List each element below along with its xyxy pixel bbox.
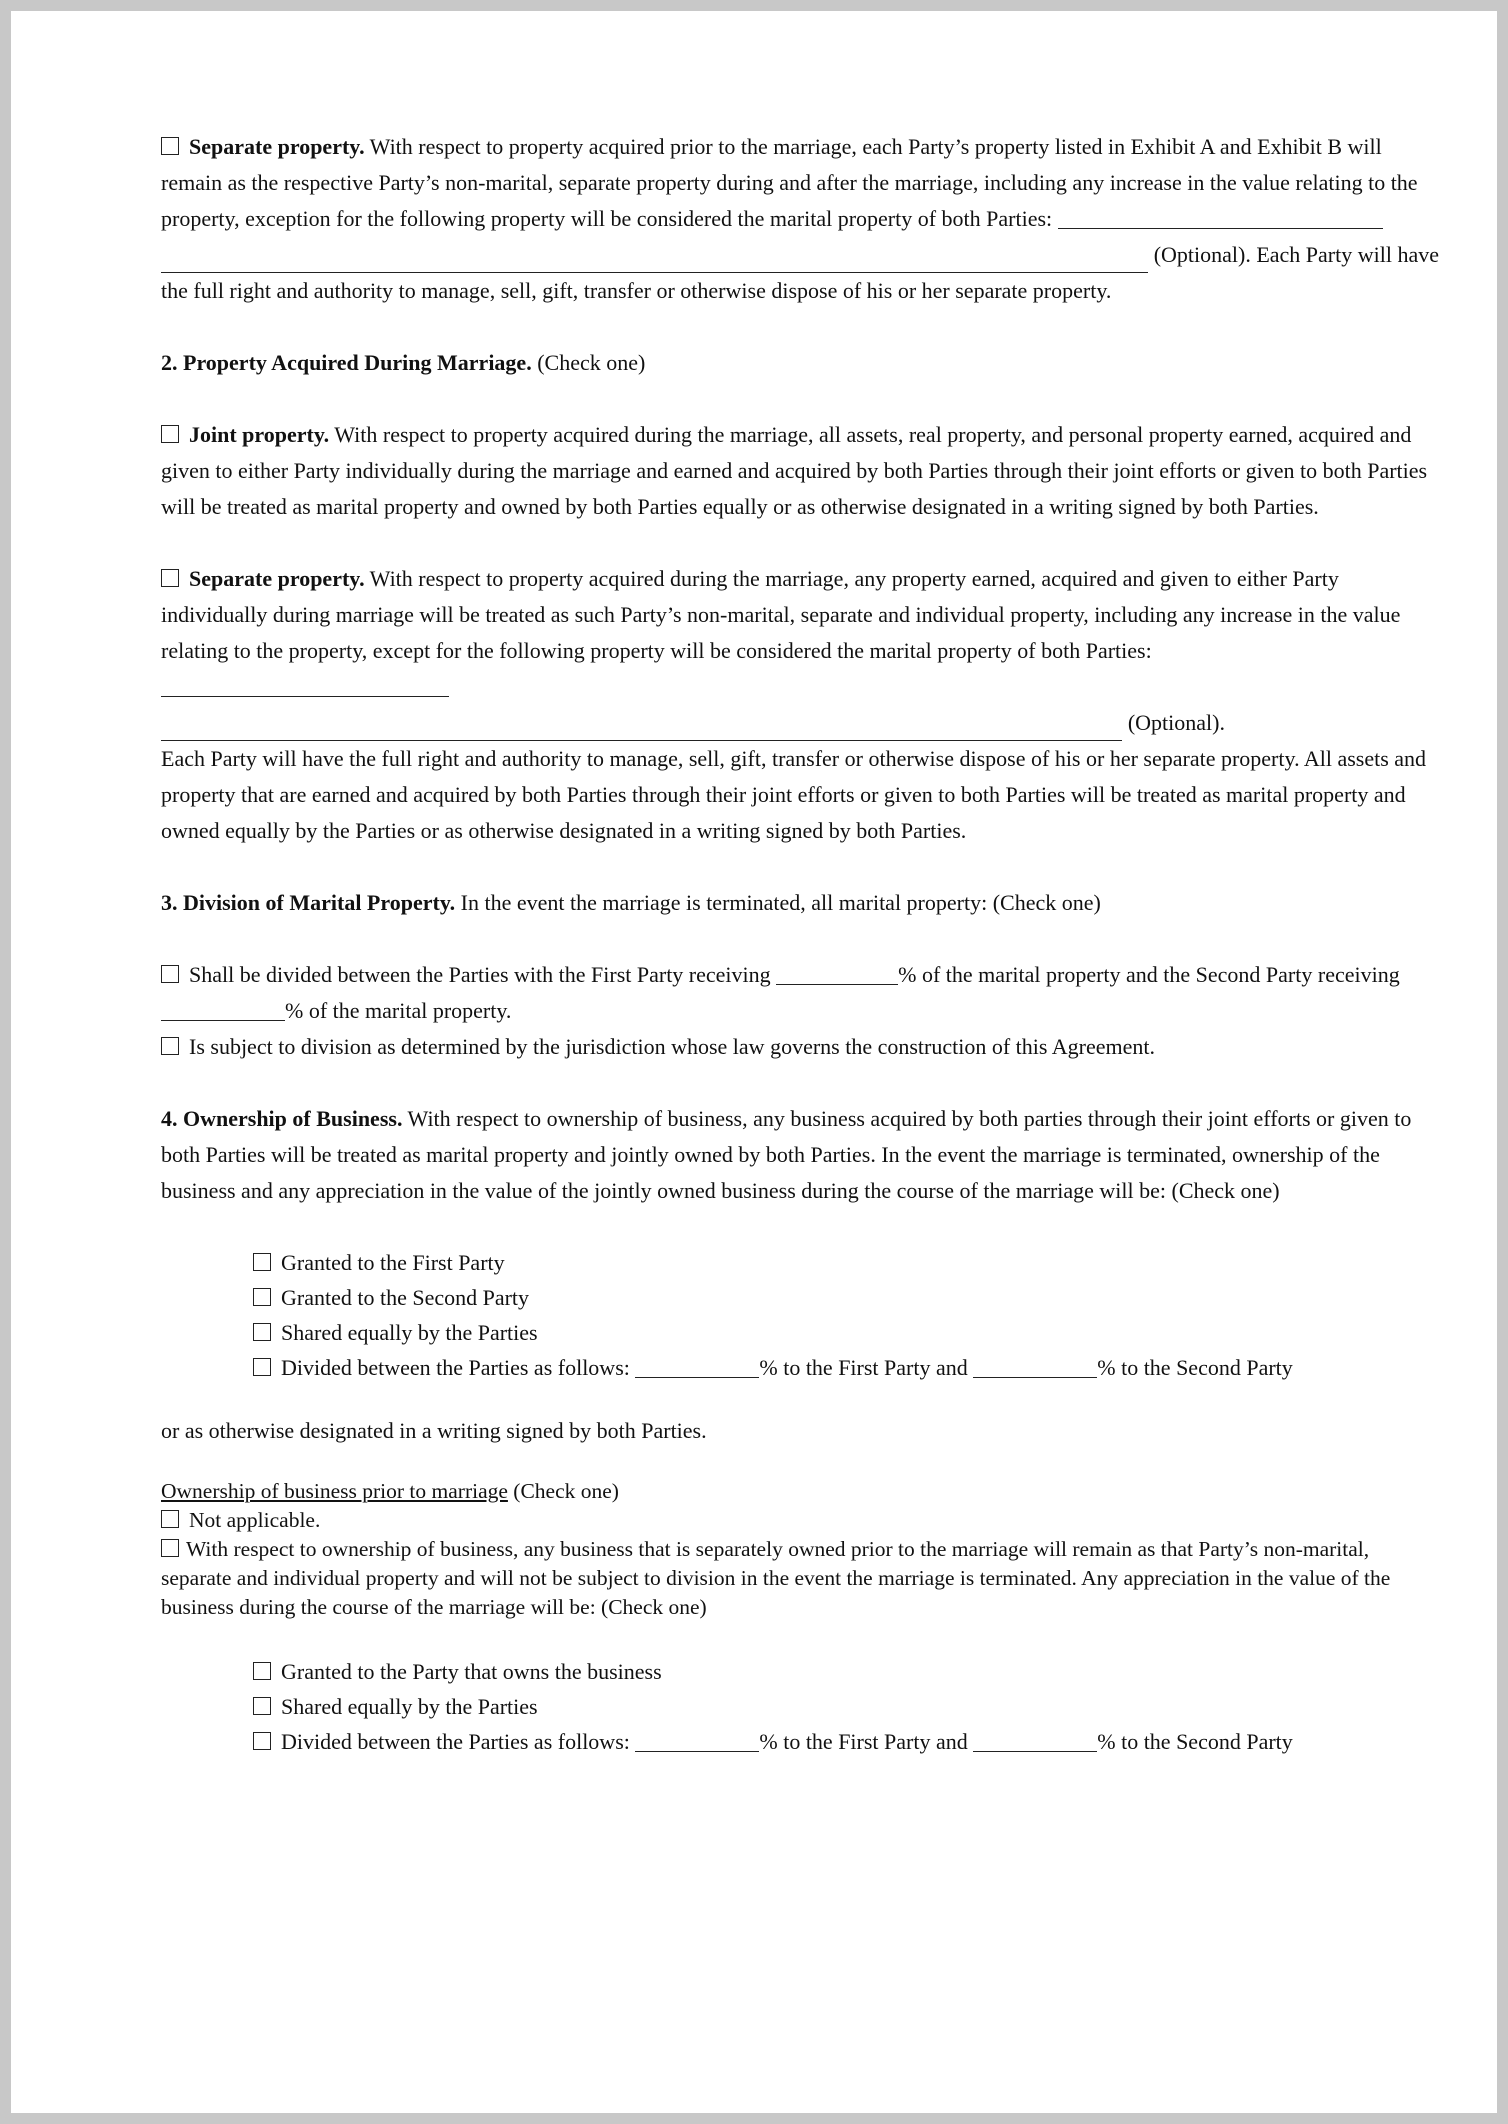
document-page [11, 11, 1497, 2113]
business-option-first-party [253, 1245, 1439, 1280]
separate-property-prior-text: With respect to property acquired prior to the marriage, each Party’s property listed in Exhibit A and Exhibit B will remain as the respective Party’s non-marital, separate property during and after the marriage, including any increase in the value relating to the property, exception for the following property will be considered the marital property of both Parties: [161, 134, 1418, 231]
section-3-text: In the event the marriage is terminated, all marital property: (Check one) [455, 890, 1101, 915]
not-applicable-checkbox[interactable] [161, 1510, 179, 1528]
section-3-heading [161, 885, 1439, 921]
separate-property-during-text: With respect to property acquired during the marriage, any property earned, acquired and given to either Party individually during marriage will be treated as such Party’s non-marital, separate and individual property, including any increase in the value relating to the property, except for the following property will be considered the marital property of both Parties: [161, 566, 1401, 663]
document-content [161, 129, 1439, 1759]
business-second-party-checkbox[interactable] [253, 1288, 271, 1306]
business-otherwise-text: or as otherwise designated in a writing signed by both Parties. [161, 1418, 707, 1443]
appreciation-option-label: Granted to the Party that owns the business [281, 1659, 662, 1684]
business-option-shared [253, 1315, 1439, 1350]
business-option-divided [253, 1350, 1439, 1385]
business-first-party-percent-blank[interactable] [635, 1355, 759, 1378]
not-applicable-label: Not applicable. [189, 1508, 321, 1532]
prior-business-block [161, 1477, 1439, 1622]
section-4-text: With respect to ownership of business, any business acquired by both parties through their joint efforts or given to both Parties will be treated as marital property and jointly owned by both Parties. In the event the marriage is terminated, ownership of the business and any appreciation in the value of the jointly owned business during the course of the marriage will be: (Check one) [161, 1106, 1412, 1203]
business-options-list [161, 1245, 1439, 1385]
appreciation-owner-checkbox[interactable] [253, 1662, 271, 1680]
optional-label-2: (Optional). [1127, 710, 1225, 735]
prior-business-not-applicable [161, 1506, 1439, 1535]
separate-property-prior-text-2: the full right and authority to manage, sell, gift, transfer or otherwise dispose of his or her separate property. [161, 278, 1112, 303]
business-divided-text-b: % to the First Party and [759, 1355, 974, 1380]
appreciation-option-owner [253, 1654, 1439, 1689]
appreciation-option-label: Shared equally by the Parties [281, 1694, 538, 1719]
separate-property-during-text-2: Each Party will have the full right and authority to manage, sell, gift, transfer or otherwise dispose of his or her separate property. All assets and property that are earned and acquired by both Parties through their joint efforts or given to both Parties will be treated as marital property and owned equally by the Parties or as otherwise designated in a writing signed by both Parties. [161, 746, 1427, 843]
separate-property-prior-paragraph [161, 129, 1439, 237]
marital-property-during-blank-2[interactable] [161, 718, 1122, 741]
appreciation-second-party-percent-blank[interactable] [973, 1729, 1097, 1752]
division-option-1 [161, 957, 1439, 1029]
marital-property-during-blank-1[interactable] [161, 674, 449, 697]
business-divided-text-c: % to the Second Party [1097, 1355, 1293, 1380]
separate-property-prior-checkbox[interactable] [161, 137, 179, 155]
appreciation-divided-text-a: Divided between the Parties as follows: [281, 1729, 636, 1754]
appreciation-options-list [161, 1654, 1439, 1759]
division-option-1-text-b: % of the marital property and the Second Party receiving [898, 962, 1400, 987]
business-first-party-checkbox[interactable] [253, 1253, 271, 1271]
prior-business-heading [161, 1477, 1439, 1506]
business-divided-text-a: Divided between the Parties as follows: [281, 1355, 636, 1380]
division-option-2-text: Is subject to division as determined by the jurisdiction whose law governs the construction of this Agreement. [189, 1034, 1155, 1059]
prior-business-check-one: (Check one) [507, 1479, 619, 1503]
separate-property-during-paragraph [161, 561, 1439, 705]
business-divided-checkbox[interactable] [253, 1358, 271, 1376]
first-party-percent-blank[interactable] [776, 962, 898, 985]
business-option-label: Granted to the First Party [281, 1250, 505, 1275]
division-option-1-text-c: % of the marital property. [285, 998, 512, 1023]
prior-business-title: Ownership of business prior to marriage [161, 1479, 508, 1503]
business-option-label: Shared equally by the Parties [281, 1320, 538, 1345]
section-3-title: 3. Division of Marital Property. [161, 890, 456, 915]
second-party-percent-blank[interactable] [161, 998, 285, 1021]
optional-label: (Optional). Each Party will have [1153, 242, 1439, 267]
section-4-paragraph [161, 1101, 1439, 1209]
joint-property-title: Joint property. [189, 422, 330, 447]
joint-property-checkbox[interactable] [161, 425, 179, 443]
appreciation-option-divided [253, 1724, 1439, 1759]
separate-property-during-title: Separate property. [189, 566, 365, 591]
marital-property-exception-blank-2[interactable] [161, 250, 1148, 273]
separate-property-prior-title: Separate property. [189, 134, 365, 159]
business-option-label: Granted to the Second Party [281, 1285, 530, 1310]
appreciation-divided-text-c: % to the Second Party [1097, 1729, 1293, 1754]
joint-property-text: With respect to property acquired during the marriage, all assets, real property, and personal property earned, acquired and given to either Party individually during the marriage and earned and acquired by both Parties through their joint efforts or given to both Parties will be treated as marital property and owned by both Parties equally or as otherwise designated in a writing signed by both Parties. [161, 422, 1428, 519]
business-shared-checkbox[interactable] [253, 1323, 271, 1341]
division-option-2 [161, 1029, 1439, 1065]
separate-property-prior-line [161, 237, 1439, 273]
appreciation-first-party-percent-blank[interactable] [635, 1729, 759, 1752]
section-2-title: 2. Property Acquired During Marriage. [161, 350, 532, 375]
business-second-party-percent-blank[interactable] [973, 1355, 1097, 1378]
section-4-title: 4. Ownership of Business. [161, 1106, 403, 1131]
joint-property-paragraph [161, 417, 1439, 525]
appreciation-divided-checkbox[interactable] [253, 1732, 271, 1750]
appreciation-shared-checkbox[interactable] [253, 1697, 271, 1715]
section-2-heading [161, 345, 1439, 381]
division-percent-checkbox[interactable] [161, 965, 179, 983]
prior-business-text: With respect to ownership of business, any business that is separately owned prior to the marriage will remain as that Party’s non-marital, separate and individual property and will not be subject to division in the event the marriage is terminated. Any appreciation in the value of the business during the course of the marriage will be: (Check one) [161, 1537, 1391, 1619]
division-jurisdiction-checkbox[interactable] [161, 1037, 179, 1055]
marital-property-exception-blank-1[interactable] [1058, 206, 1383, 229]
prior-business-separate-checkbox[interactable] [161, 1539, 179, 1557]
appreciation-divided-text-b: % to the First Party and [759, 1729, 974, 1754]
appreciation-option-shared [253, 1689, 1439, 1724]
section-2-check-one: (Check one) [531, 350, 646, 375]
prior-business-separate [161, 1535, 1439, 1622]
separate-property-during-checkbox[interactable] [161, 569, 179, 587]
separate-property-during-line [161, 705, 1439, 741]
division-option-1-text-a: Shall be divided between the Parties with the First Party receiving [189, 962, 777, 987]
business-option-second-party [253, 1280, 1439, 1315]
